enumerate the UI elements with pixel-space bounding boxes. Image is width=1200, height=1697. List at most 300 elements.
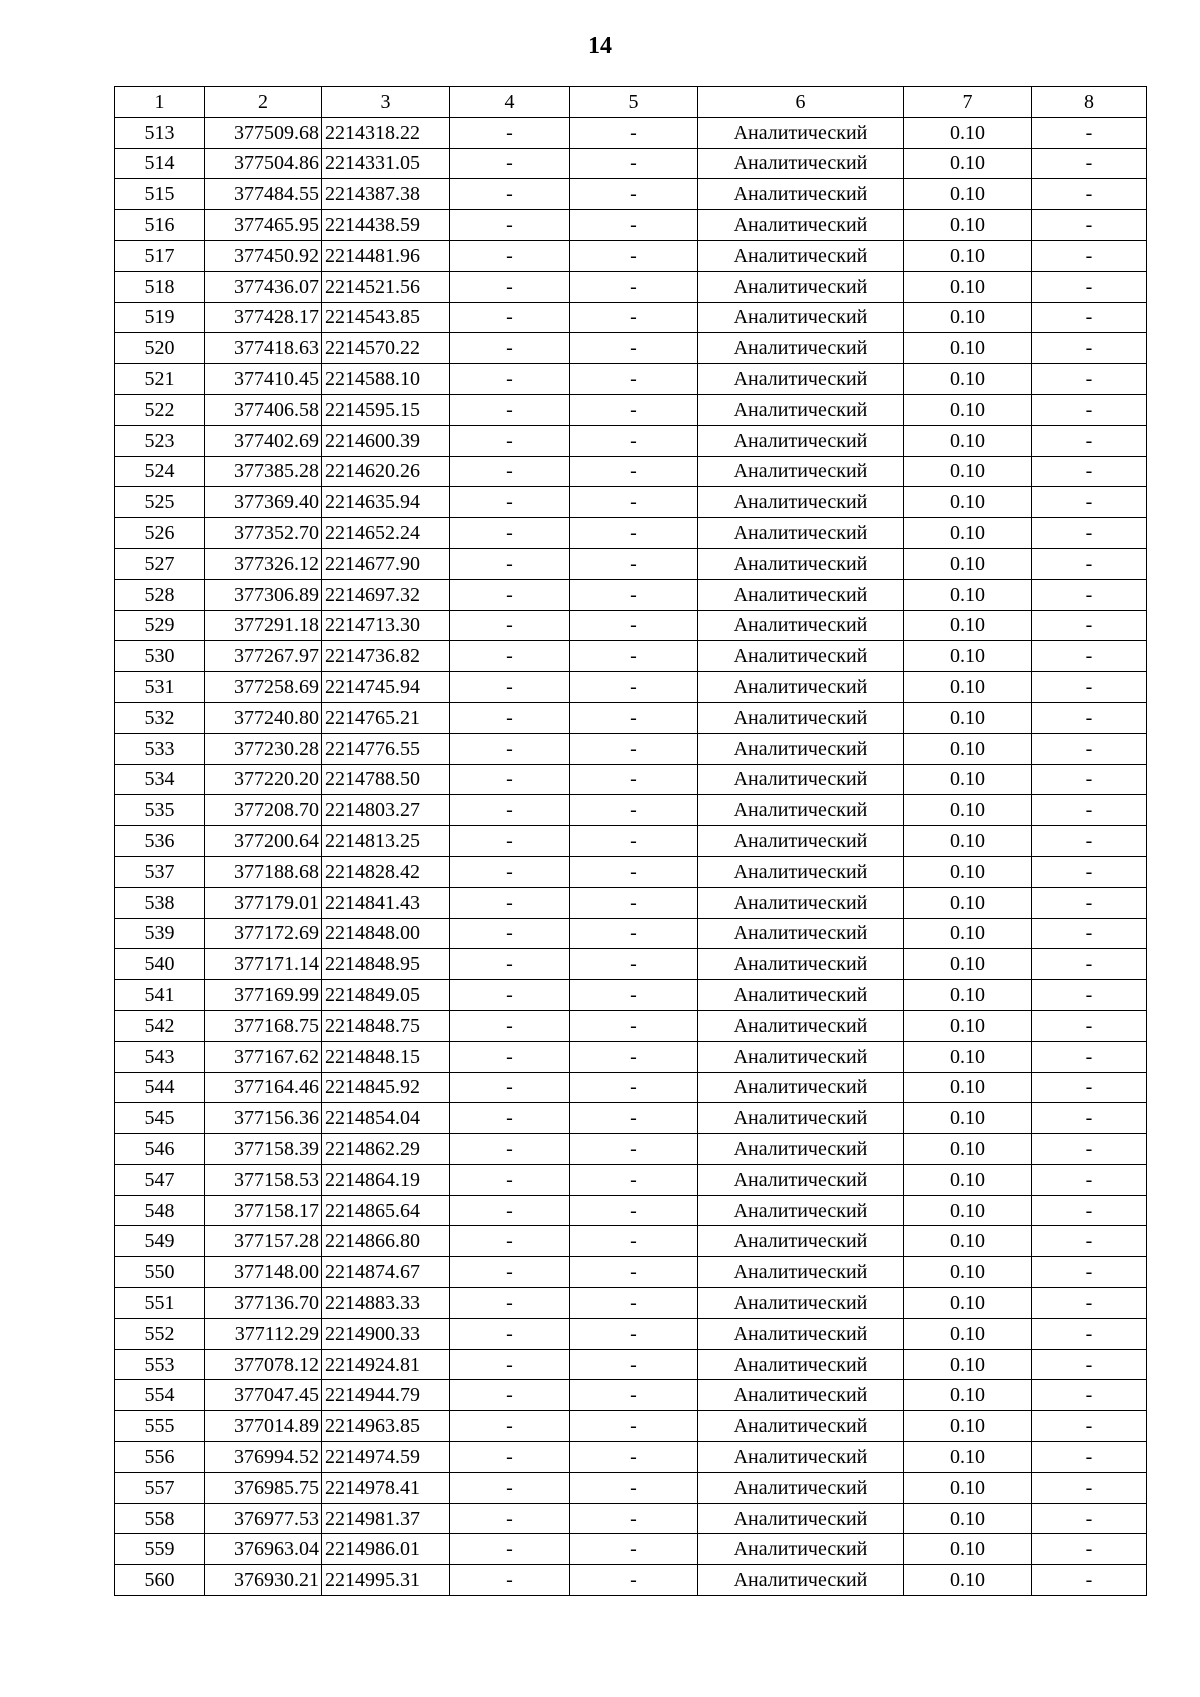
method-cell: Аналитический	[698, 1010, 904, 1041]
col-5-value: -	[570, 271, 698, 302]
col-5-value: -	[570, 1472, 698, 1503]
col-4-value: -	[450, 302, 570, 333]
col-8-value: -	[1032, 702, 1147, 733]
method-cell: Аналитический	[698, 1257, 904, 1288]
col-5-value: -	[570, 148, 698, 179]
point-number: 554	[115, 1380, 205, 1411]
col-4-value: -	[450, 949, 570, 980]
x-coordinate: 377168.75	[205, 1010, 322, 1041]
point-number: 527	[115, 548, 205, 579]
x-coordinate: 377078.12	[205, 1349, 322, 1380]
x-coordinate: 377171.14	[205, 949, 322, 980]
col-4-value: -	[450, 1041, 570, 1072]
col-8-value: -	[1032, 672, 1147, 703]
point-number: 551	[115, 1288, 205, 1319]
col-5-value: -	[570, 1103, 698, 1134]
x-coordinate: 376985.75	[205, 1472, 322, 1503]
y-coordinate: 2214776.55	[322, 733, 450, 764]
y-coordinate: 2214862.29	[322, 1134, 450, 1165]
accuracy-cell: 0.10	[904, 949, 1032, 980]
col-5-value: -	[570, 302, 698, 333]
col-8-value: -	[1032, 394, 1147, 425]
x-coordinate: 377385.28	[205, 456, 322, 487]
col-5-value: -	[570, 1534, 698, 1565]
y-coordinate: 2214438.59	[322, 210, 450, 241]
accuracy-cell: 0.10	[904, 1257, 1032, 1288]
table-row	[115, 364, 1147, 395]
x-coordinate: 377148.00	[205, 1257, 322, 1288]
col-4-value: -	[450, 1257, 570, 1288]
accuracy-cell: 0.10	[904, 179, 1032, 210]
y-coordinate: 2214864.19	[322, 1164, 450, 1195]
x-coordinate: 377158.17	[205, 1195, 322, 1226]
accuracy-cell: 0.10	[904, 1349, 1032, 1380]
method-cell: Аналитический	[698, 1318, 904, 1349]
table-body	[115, 117, 1147, 1595]
y-coordinate: 2214588.10	[322, 364, 450, 395]
col-4-value: -	[450, 271, 570, 302]
col-4-value: -	[450, 795, 570, 826]
method-cell: Аналитический	[698, 364, 904, 395]
col-5-value: -	[570, 394, 698, 425]
col-4-value: -	[450, 548, 570, 579]
col-5-value: -	[570, 1226, 698, 1257]
y-coordinate: 2214652.24	[322, 518, 450, 549]
accuracy-cell: 0.10	[904, 795, 1032, 826]
col-4-value: -	[450, 456, 570, 487]
table-row	[115, 826, 1147, 857]
table-row	[115, 1257, 1147, 1288]
col-8-value: -	[1032, 826, 1147, 857]
y-coordinate: 2214521.56	[322, 271, 450, 302]
x-coordinate: 377326.12	[205, 548, 322, 579]
col-8-value: -	[1032, 425, 1147, 456]
method-cell: Аналитический	[698, 764, 904, 795]
col-5-value: -	[570, 1195, 698, 1226]
accuracy-cell: 0.10	[904, 1195, 1032, 1226]
y-coordinate: 2214788.50	[322, 764, 450, 795]
table-row	[115, 1565, 1147, 1596]
table-row	[115, 702, 1147, 733]
method-cell: Аналитический	[698, 856, 904, 887]
col-5-value: -	[570, 179, 698, 210]
method-cell: Аналитический	[698, 148, 904, 179]
col-4-value: -	[450, 1503, 570, 1534]
col-4-value: -	[450, 394, 570, 425]
x-coordinate: 377267.97	[205, 641, 322, 672]
accuracy-cell: 0.10	[904, 425, 1032, 456]
point-number: 531	[115, 672, 205, 703]
accuracy-cell: 0.10	[904, 548, 1032, 579]
col-8-value: -	[1032, 1442, 1147, 1473]
col-8-value: -	[1032, 1472, 1147, 1503]
accuracy-cell: 0.10	[904, 487, 1032, 518]
coordinates-table	[114, 86, 1147, 1596]
y-coordinate: 2214986.01	[322, 1534, 450, 1565]
accuracy-cell: 0.10	[904, 980, 1032, 1011]
accuracy-cell: 0.10	[904, 1288, 1032, 1319]
method-cell: Аналитический	[698, 579, 904, 610]
method-cell: Аналитический	[698, 1195, 904, 1226]
y-coordinate: 2214828.42	[322, 856, 450, 887]
col-5-value: -	[570, 210, 698, 241]
x-coordinate: 377167.62	[205, 1041, 322, 1072]
col-4-value: -	[450, 579, 570, 610]
column-header: 4	[450, 87, 570, 118]
table-row	[115, 579, 1147, 610]
col-8-value: -	[1032, 1288, 1147, 1319]
table-row	[115, 1288, 1147, 1319]
method-cell: Аналитический	[698, 795, 904, 826]
point-number: 528	[115, 579, 205, 610]
x-coordinate: 377258.69	[205, 672, 322, 703]
col-5-value: -	[570, 641, 698, 672]
col-4-value: -	[450, 487, 570, 518]
y-coordinate: 2214765.21	[322, 702, 450, 733]
method-cell: Аналитический	[698, 302, 904, 333]
point-number: 533	[115, 733, 205, 764]
table-row	[115, 641, 1147, 672]
table-row	[115, 487, 1147, 518]
point-number: 536	[115, 826, 205, 857]
method-cell: Аналитический	[698, 949, 904, 980]
accuracy-cell: 0.10	[904, 271, 1032, 302]
x-coordinate: 377484.55	[205, 179, 322, 210]
col-4-value: -	[450, 425, 570, 456]
point-number: 543	[115, 1041, 205, 1072]
x-coordinate: 377436.07	[205, 271, 322, 302]
col-8-value: -	[1032, 302, 1147, 333]
method-cell: Аналитический	[698, 487, 904, 518]
x-coordinate: 377158.39	[205, 1134, 322, 1165]
col-4-value: -	[450, 333, 570, 364]
method-cell: Аналитический	[698, 887, 904, 918]
col-4-value: -	[450, 887, 570, 918]
method-cell: Аналитический	[698, 240, 904, 271]
y-coordinate: 2214595.15	[322, 394, 450, 425]
point-number: 526	[115, 518, 205, 549]
col-5-value: -	[570, 918, 698, 949]
y-coordinate: 2214481.96	[322, 240, 450, 271]
point-number: 541	[115, 980, 205, 1011]
x-coordinate: 377188.68	[205, 856, 322, 887]
col-8-value: -	[1032, 271, 1147, 302]
y-coordinate: 2214600.39	[322, 425, 450, 456]
col-5-value: -	[570, 456, 698, 487]
accuracy-cell: 0.10	[904, 641, 1032, 672]
x-coordinate: 377450.92	[205, 240, 322, 271]
y-coordinate: 2214736.82	[322, 641, 450, 672]
col-8-value: -	[1032, 1349, 1147, 1380]
y-coordinate: 2214620.26	[322, 456, 450, 487]
x-coordinate: 377369.40	[205, 487, 322, 518]
col-8-value: -	[1032, 487, 1147, 518]
col-5-value: -	[570, 610, 698, 641]
x-coordinate: 377402.69	[205, 425, 322, 456]
x-coordinate: 377220.20	[205, 764, 322, 795]
col-5-value: -	[570, 980, 698, 1011]
y-coordinate: 2214697.32	[322, 579, 450, 610]
col-4-value: -	[450, 826, 570, 857]
method-cell: Аналитический	[698, 918, 904, 949]
point-number: 534	[115, 764, 205, 795]
x-coordinate: 376930.21	[205, 1565, 322, 1596]
page-number: 14	[588, 33, 612, 59]
col-8-value: -	[1032, 1257, 1147, 1288]
point-number: 524	[115, 456, 205, 487]
y-coordinate: 2214900.33	[322, 1318, 450, 1349]
method-cell: Аналитический	[698, 210, 904, 241]
table-row	[115, 856, 1147, 887]
y-coordinate: 2214845.92	[322, 1072, 450, 1103]
y-coordinate: 2214924.81	[322, 1349, 450, 1380]
col-5-value: -	[570, 795, 698, 826]
method-cell: Аналитический	[698, 610, 904, 641]
y-coordinate: 2214745.94	[322, 672, 450, 703]
table-row	[115, 610, 1147, 641]
col-5-value: -	[570, 1503, 698, 1534]
col-4-value: -	[450, 240, 570, 271]
accuracy-cell: 0.10	[904, 702, 1032, 733]
point-number: 516	[115, 210, 205, 241]
accuracy-cell: 0.10	[904, 240, 1032, 271]
col-4-value: -	[450, 518, 570, 549]
point-number: 525	[115, 487, 205, 518]
x-coordinate: 377169.99	[205, 980, 322, 1011]
x-coordinate: 377230.28	[205, 733, 322, 764]
point-number: 558	[115, 1503, 205, 1534]
column-header: 8	[1032, 87, 1147, 118]
accuracy-cell: 0.10	[904, 148, 1032, 179]
method-cell: Аналитический	[698, 425, 904, 456]
point-number: 540	[115, 949, 205, 980]
accuracy-cell: 0.10	[904, 117, 1032, 148]
method-cell: Аналитический	[698, 518, 904, 549]
method-cell: Аналитический	[698, 1411, 904, 1442]
method-cell: Аналитический	[698, 333, 904, 364]
x-coordinate: 377465.95	[205, 210, 322, 241]
accuracy-cell: 0.10	[904, 1534, 1032, 1565]
col-5-value: -	[570, 1134, 698, 1165]
col-8-value: -	[1032, 1103, 1147, 1134]
col-8-value: -	[1032, 1041, 1147, 1072]
y-coordinate: 2214981.37	[322, 1503, 450, 1534]
col-5-value: -	[570, 117, 698, 148]
method-cell: Аналитический	[698, 1442, 904, 1473]
col-4-value: -	[450, 179, 570, 210]
y-coordinate: 2214848.15	[322, 1041, 450, 1072]
method-cell: Аналитический	[698, 1380, 904, 1411]
accuracy-cell: 0.10	[904, 1103, 1032, 1134]
col-5-value: -	[570, 949, 698, 980]
accuracy-cell: 0.10	[904, 1318, 1032, 1349]
table-row	[115, 918, 1147, 949]
accuracy-cell: 0.10	[904, 764, 1032, 795]
table-row	[115, 1010, 1147, 1041]
table-row	[115, 1103, 1147, 1134]
col-8-value: -	[1032, 333, 1147, 364]
col-5-value: -	[570, 887, 698, 918]
point-number: 539	[115, 918, 205, 949]
method-cell: Аналитический	[698, 1072, 904, 1103]
col-4-value: -	[450, 1411, 570, 1442]
col-4-value: -	[450, 1226, 570, 1257]
x-coordinate: 377306.89	[205, 579, 322, 610]
y-coordinate: 2214978.41	[322, 1472, 450, 1503]
table-row	[115, 1072, 1147, 1103]
x-coordinate: 377157.28	[205, 1226, 322, 1257]
method-cell: Аналитический	[698, 1041, 904, 1072]
point-number: 547	[115, 1164, 205, 1195]
accuracy-cell: 0.10	[904, 394, 1032, 425]
col-5-value: -	[570, 856, 698, 887]
method-cell: Аналитический	[698, 1288, 904, 1319]
col-8-value: -	[1032, 1226, 1147, 1257]
accuracy-cell: 0.10	[904, 1134, 1032, 1165]
x-coordinate: 377179.01	[205, 887, 322, 918]
col-4-value: -	[450, 210, 570, 241]
y-coordinate: 2214849.05	[322, 980, 450, 1011]
y-coordinate: 2214387.38	[322, 179, 450, 210]
table-row	[115, 672, 1147, 703]
col-4-value: -	[450, 918, 570, 949]
accuracy-cell: 0.10	[904, 1010, 1032, 1041]
table-row	[115, 795, 1147, 826]
col-8-value: -	[1032, 887, 1147, 918]
method-cell: Аналитический	[698, 641, 904, 672]
col-8-value: -	[1032, 210, 1147, 241]
col-8-value: -	[1032, 1072, 1147, 1103]
col-4-value: -	[450, 980, 570, 1011]
column-header: 2	[205, 87, 322, 118]
point-number: 550	[115, 1257, 205, 1288]
col-5-value: -	[570, 518, 698, 549]
point-number: 532	[115, 702, 205, 733]
point-number: 557	[115, 1472, 205, 1503]
method-cell: Аналитический	[698, 271, 904, 302]
accuracy-cell: 0.10	[904, 1565, 1032, 1596]
table-row	[115, 980, 1147, 1011]
col-5-value: -	[570, 1565, 698, 1596]
col-4-value: -	[450, 702, 570, 733]
method-cell: Аналитический	[698, 179, 904, 210]
col-8-value: -	[1032, 764, 1147, 795]
col-8-value: -	[1032, 980, 1147, 1011]
table-row	[115, 333, 1147, 364]
table-row	[115, 456, 1147, 487]
col-5-value: -	[570, 1072, 698, 1103]
x-coordinate: 377164.46	[205, 1072, 322, 1103]
y-coordinate: 2214841.43	[322, 887, 450, 918]
point-number: 552	[115, 1318, 205, 1349]
point-number: 518	[115, 271, 205, 302]
col-5-value: -	[570, 240, 698, 271]
col-5-value: -	[570, 1349, 698, 1380]
x-coordinate: 377112.29	[205, 1318, 322, 1349]
accuracy-cell: 0.10	[904, 579, 1032, 610]
table-row	[115, 425, 1147, 456]
table-row	[115, 764, 1147, 795]
accuracy-cell: 0.10	[904, 1503, 1032, 1534]
point-number: 522	[115, 394, 205, 425]
y-coordinate: 2214974.59	[322, 1442, 450, 1473]
col-8-value: -	[1032, 856, 1147, 887]
accuracy-cell: 0.10	[904, 1380, 1032, 1411]
method-cell: Аналитический	[698, 1534, 904, 1565]
y-coordinate: 2214813.25	[322, 826, 450, 857]
point-number: 560	[115, 1565, 205, 1596]
col-4-value: -	[450, 1565, 570, 1596]
accuracy-cell: 0.10	[904, 1072, 1032, 1103]
col-4-value: -	[450, 364, 570, 395]
y-coordinate: 2214635.94	[322, 487, 450, 518]
y-coordinate: 2214331.05	[322, 148, 450, 179]
table-row	[115, 1164, 1147, 1195]
point-number: 515	[115, 179, 205, 210]
accuracy-cell: 0.10	[904, 210, 1032, 241]
method-cell: Аналитический	[698, 1164, 904, 1195]
point-number: 530	[115, 641, 205, 672]
point-number: 544	[115, 1072, 205, 1103]
col-4-value: -	[450, 148, 570, 179]
table-row	[115, 1534, 1147, 1565]
x-coordinate: 377136.70	[205, 1288, 322, 1319]
col-4-value: -	[450, 733, 570, 764]
col-4-value: -	[450, 610, 570, 641]
col-4-value: -	[450, 1472, 570, 1503]
table-row	[115, 240, 1147, 271]
x-coordinate: 377410.45	[205, 364, 322, 395]
col-4-value: -	[450, 1318, 570, 1349]
accuracy-cell: 0.10	[904, 733, 1032, 764]
accuracy-cell: 0.10	[904, 1164, 1032, 1195]
y-coordinate: 2214944.79	[322, 1380, 450, 1411]
col-4-value: -	[450, 1010, 570, 1041]
col-4-value: -	[450, 1103, 570, 1134]
col-4-value: -	[450, 1164, 570, 1195]
table-row	[115, 1411, 1147, 1442]
table-row	[115, 733, 1147, 764]
y-coordinate: 2214995.31	[322, 1565, 450, 1596]
col-8-value: -	[1032, 1503, 1147, 1534]
table-row	[115, 271, 1147, 302]
method-cell: Аналитический	[698, 548, 904, 579]
point-number: 542	[115, 1010, 205, 1041]
col-5-value: -	[570, 364, 698, 395]
x-coordinate: 376963.04	[205, 1534, 322, 1565]
method-cell: Аналитический	[698, 1503, 904, 1534]
method-cell: Аналитический	[698, 1226, 904, 1257]
table-row	[115, 302, 1147, 333]
y-coordinate: 2214848.95	[322, 949, 450, 980]
accuracy-cell: 0.10	[904, 518, 1032, 549]
accuracy-cell: 0.10	[904, 1472, 1032, 1503]
x-coordinate: 377200.64	[205, 826, 322, 857]
table-row	[115, 548, 1147, 579]
col-5-value: -	[570, 826, 698, 857]
column-header: 3	[322, 87, 450, 118]
col-5-value: -	[570, 333, 698, 364]
x-coordinate: 377014.89	[205, 1411, 322, 1442]
col-4-value: -	[450, 1195, 570, 1226]
accuracy-cell: 0.10	[904, 1041, 1032, 1072]
point-number: 556	[115, 1442, 205, 1473]
accuracy-cell: 0.10	[904, 1442, 1032, 1473]
col-8-value: -	[1032, 364, 1147, 395]
method-cell: Аналитический	[698, 117, 904, 148]
y-coordinate: 2214854.04	[322, 1103, 450, 1134]
table-row	[115, 179, 1147, 210]
